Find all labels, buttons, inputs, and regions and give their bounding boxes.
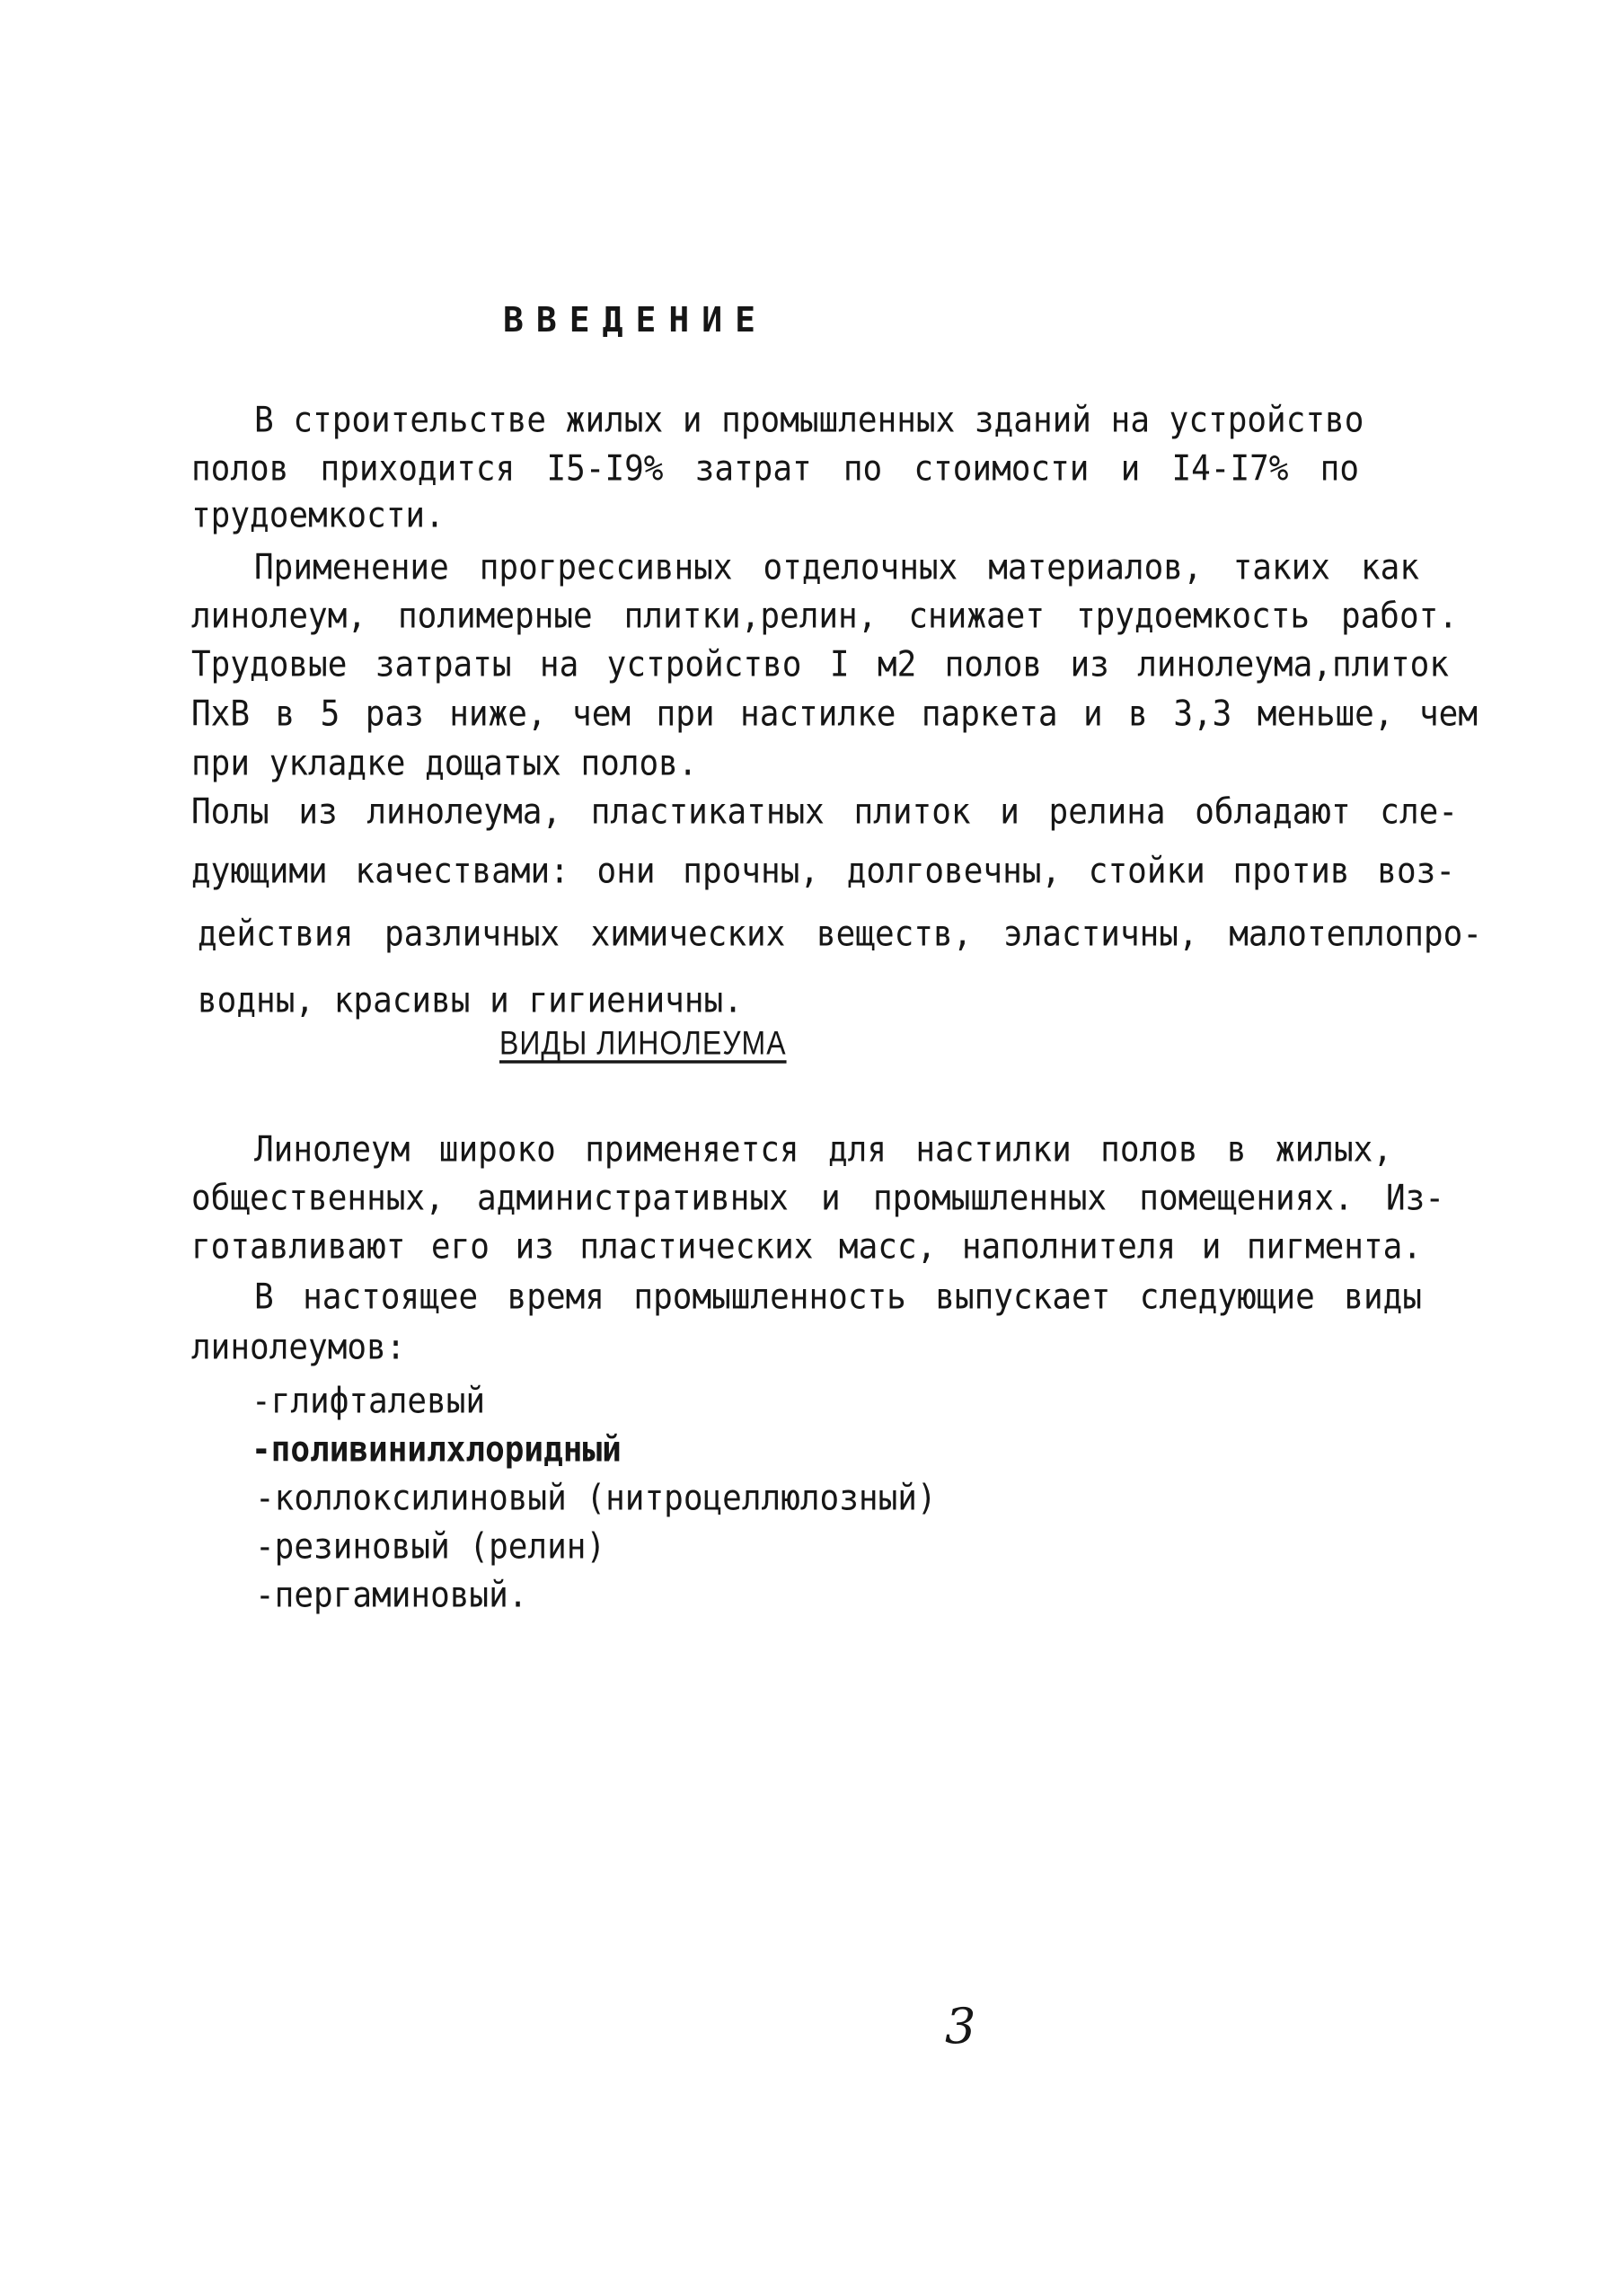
intro-line: Полы из линолеума, пластикатных плиток и релина обладают сле- — [191, 791, 1458, 833]
types-line: общественных, административных и промышленных помещениях. Из- — [191, 1178, 1444, 1219]
intro-line: трудоемкости. — [191, 495, 445, 536]
list-item: -коллоксилиновый (нитроцеллюлозный) — [255, 1478, 937, 1519]
page-title: ВВЕДЕНИЕ — [503, 300, 769, 340]
intro-line: при укладке дощатых полов. — [191, 743, 698, 784]
intro-line: дующими качествами: они прочны, долговечны, стойки против воз- — [191, 851, 1455, 892]
intro-line: ПхВ в 5 раз ниже, чем при настилке паркета и в 3,3 меньше, чем — [191, 694, 1478, 735]
intro-line: Трудовые затраты на устройство I м2 полов из линолеума,плиток — [191, 644, 1449, 685]
section-subtitle: ВИДЫ ЛИНОЛЕУМА — [499, 1024, 787, 1062]
page-number: 3 — [945, 1998, 976, 2055]
list-item: -пергаминовый. — [255, 1575, 528, 1616]
intro-line: действия различных химических веществ, эластичны, малотеплопро- — [198, 914, 1482, 955]
types-line: Линолеум широко применяется для настилки полов в жилых, — [254, 1129, 1392, 1171]
list-item: -глифталевый — [252, 1381, 486, 1422]
intro-line: полов приходится I5-I9% затрат по стоимости и I4-I7% по — [191, 448, 1359, 490]
list-item: -резиновый (релин) — [255, 1526, 606, 1568]
types-line: В настоящее время промышленность выпускает следующие виды — [254, 1277, 1422, 1318]
intro-line: В строительстве жилых и промышленных зданий на устройство — [254, 400, 1364, 441]
list-item: -поливинилхлоридный — [252, 1429, 622, 1471]
types-line: готавливают его из пластических масс, наполнителя и пигмента. — [191, 1226, 1422, 1268]
intro-line: Применение прогрессивных отделочных материалов, таких как — [254, 547, 1419, 588]
types-line: линолеумов: — [191, 1327, 406, 1368]
intro-line: водны, красивы и гигиеничны. — [198, 980, 743, 1021]
intro-line: линолеум, полимерные плитки,релин, снижает трудоемкость работ. — [191, 596, 1458, 637]
